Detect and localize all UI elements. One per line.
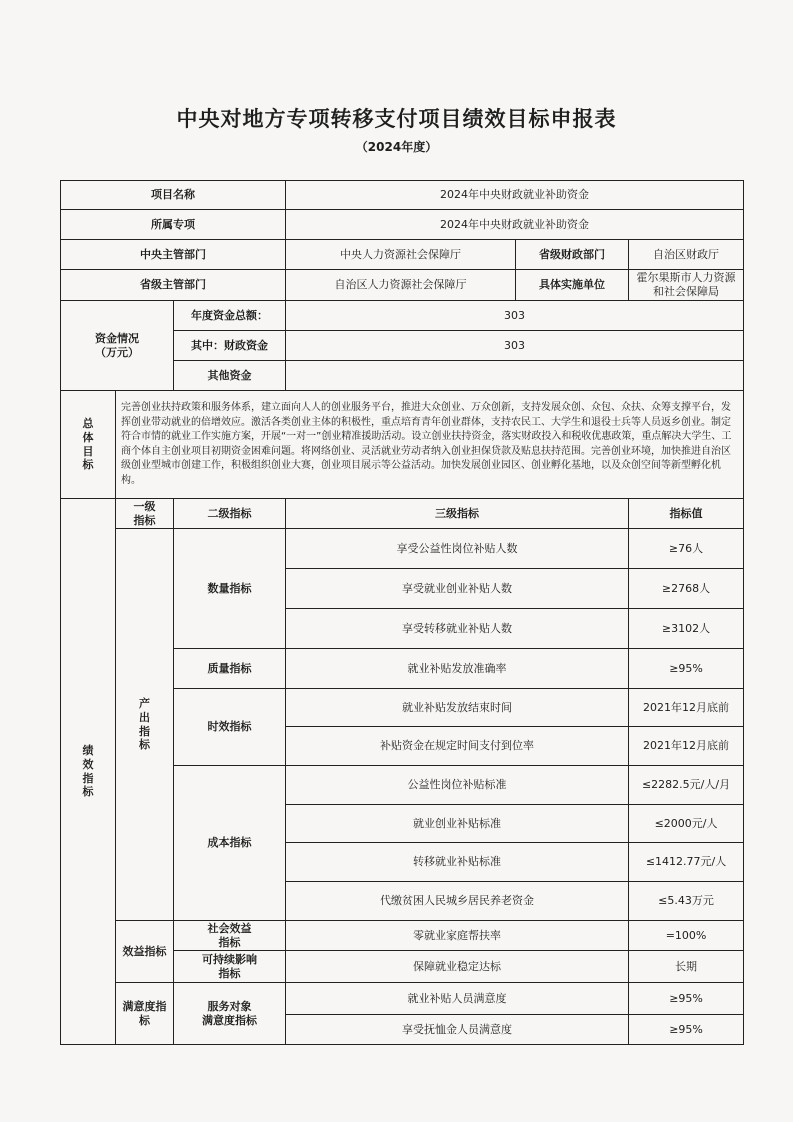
header-level2: 二级指标 — [174, 499, 286, 529]
output-indicators-label: 产 出 指 标 — [116, 529, 174, 921]
indicator-value: ≤5.43万元 — [629, 882, 744, 921]
funds-label-line2: （万元） — [95, 345, 139, 359]
indicator-header-row — [61, 499, 744, 529]
header-value: 指标值 — [629, 499, 744, 529]
objective-text: 完善创业扶持政策和服务体系，建立面向人人的创业服务平台，推进大众创业、万众创新，支持发展众创、众包、众扶、众筹支撑平台，发挥创业带动就业的倍增效应。激活各类创业主体的积极性，重点培育青年创业群体，支持农民工、大学生和退役士兵等人员返乡创业。制定符合市情的就业工作实施方案，开展“一对一”创业精准援助活动。设立创业扶持资金，落实财政投入和税收优惠政策，重点解决大学生、工商个体自主创业项目初期资金困难问题。将网络创业、灵活就业劳动者纳入创业担保贷款及贴息扶持范围。完善创业环境，加快推进自治区级创业型城市创建工作，积极组织创业大赛，创业项目展示等公益活动。加快发展创业园区、创业孵化基地，以及众创空间等新型孵化机构。 — [116, 391, 744, 499]
indicator-name: 就业补贴人员满意度 — [286, 983, 629, 1015]
funds-finance-label: 其中：财政资金 — [174, 331, 286, 361]
benefit-indicators-label: 效益指标 — [116, 921, 174, 983]
prov-dept-value: 自治区人力资源社会保障厅 — [286, 270, 516, 301]
indicator-value: ≥76人 — [629, 529, 744, 569]
indicator-name: 就业补贴发放结束时间 — [286, 689, 629, 727]
cost-indicator-label: 成本指标 — [174, 766, 286, 921]
special-value: 2024年中央财政就业补助资金 — [286, 210, 744, 240]
social-benefit-label: 社会效益 指标 — [174, 921, 286, 951]
central-dept-value: 中央人力资源社会保障厅 — [286, 240, 516, 270]
indicator-value: ≥95% — [629, 983, 744, 1015]
row-funds-total — [61, 301, 744, 331]
sustainable-impact-label: 可持续影响 指标 — [174, 951, 286, 983]
funds-total-value: 303 — [286, 301, 744, 331]
indicator-name: 零就业家庭帮扶率 — [286, 921, 629, 951]
funds-label — [61, 301, 174, 391]
funds-other-value — [286, 361, 744, 391]
central-dept-label: 中央主管部门 — [61, 240, 286, 270]
prov-dept-label: 省级主管部门 — [61, 270, 286, 301]
indicator-name: 保障就业稳定达标 — [286, 951, 629, 983]
project-name-value: 2024年中央财政就业补助资金 — [286, 181, 744, 210]
funds-total-label: 年度资金总额： — [174, 301, 286, 331]
header-level1: 一级 指标 — [116, 499, 174, 529]
quantity-indicator-label: 数量指标 — [174, 529, 286, 649]
indicator-value: ≤2000元/人 — [629, 805, 744, 843]
indicator-name: 享受就业创业补贴人数 — [286, 569, 629, 609]
indicator-value: ≥95% — [629, 1015, 744, 1045]
indicator-value: 2021年12月底前 — [629, 727, 744, 766]
quality-indicator-label: 质量指标 — [174, 649, 286, 689]
service-satisfaction-label: 服务对象 满意度指标 — [174, 983, 286, 1045]
indicator-value: ≤1412.77元/人 — [629, 843, 744, 882]
indicator-name: 享受转移就业补贴人数 — [286, 609, 629, 649]
performance-indicators-label: 绩 效 指 标 — [61, 499, 116, 1045]
header-level3: 三级指标 — [286, 499, 629, 529]
indicator-value: ≥3102人 — [629, 609, 744, 649]
indicator-name: 享受抚恤金人员满意度 — [286, 1015, 629, 1045]
indicator-value: 2021年12月底前 — [629, 689, 744, 727]
impl-unit-value: 霍尔果斯市人力资源和社会保障局 — [629, 270, 744, 301]
row-objective — [61, 391, 744, 499]
indicator-value: 长期 — [629, 951, 744, 983]
funds-label-line1: 资金情况 — [95, 331, 139, 345]
satisfaction-indicators-label: 满意度指 标 — [116, 983, 174, 1045]
indicator-name: 转移就业补贴标准 — [286, 843, 629, 882]
indicator-name: 就业创业补贴标准 — [286, 805, 629, 843]
prov-finance-value: 自治区财政厅 — [629, 240, 744, 270]
indicator-value: ≥2768人 — [629, 569, 744, 609]
project-name-label: 项目名称 — [61, 181, 286, 210]
special-label: 所属专项 — [61, 210, 286, 240]
indicator-name: 补贴资金在规定时间支付到位率 — [286, 727, 629, 766]
objective-label: 总 体 目 标 — [61, 391, 116, 499]
funds-other-label: 其他资金 — [174, 361, 286, 391]
indicator-value: =100% — [629, 921, 744, 951]
table-row — [61, 921, 744, 951]
time-indicator-label: 时效指标 — [174, 689, 286, 766]
indicator-name: 享受公益性岗位补贴人数 — [286, 529, 629, 569]
indicator-name: 就业补贴发放准确率 — [286, 649, 629, 689]
row-special — [61, 210, 744, 240]
year-subtitle: （2024年度） — [355, 140, 438, 154]
table-row — [61, 529, 744, 569]
table-row — [61, 983, 744, 1015]
prov-finance-label: 省级财政部门 — [516, 240, 629, 270]
indicator-name: 代缴贫困人民城乡居民养老资金 — [286, 882, 629, 921]
indicator-value: ≤2282.5元/人/月 — [629, 766, 744, 805]
row-departments — [61, 240, 744, 270]
funds-finance-value: 303 — [286, 331, 744, 361]
performance-target-table — [60, 180, 744, 1045]
row-units — [61, 270, 744, 301]
indicator-name: 公益性岗位补贴标准 — [286, 766, 629, 805]
row-project-name — [61, 181, 744, 210]
impl-unit-label: 具体实施单位 — [516, 270, 629, 301]
indicator-value: ≥95% — [629, 649, 744, 689]
page-title: 中央对地方专项转移支付项目绩效目标申报表 — [176, 107, 617, 131]
